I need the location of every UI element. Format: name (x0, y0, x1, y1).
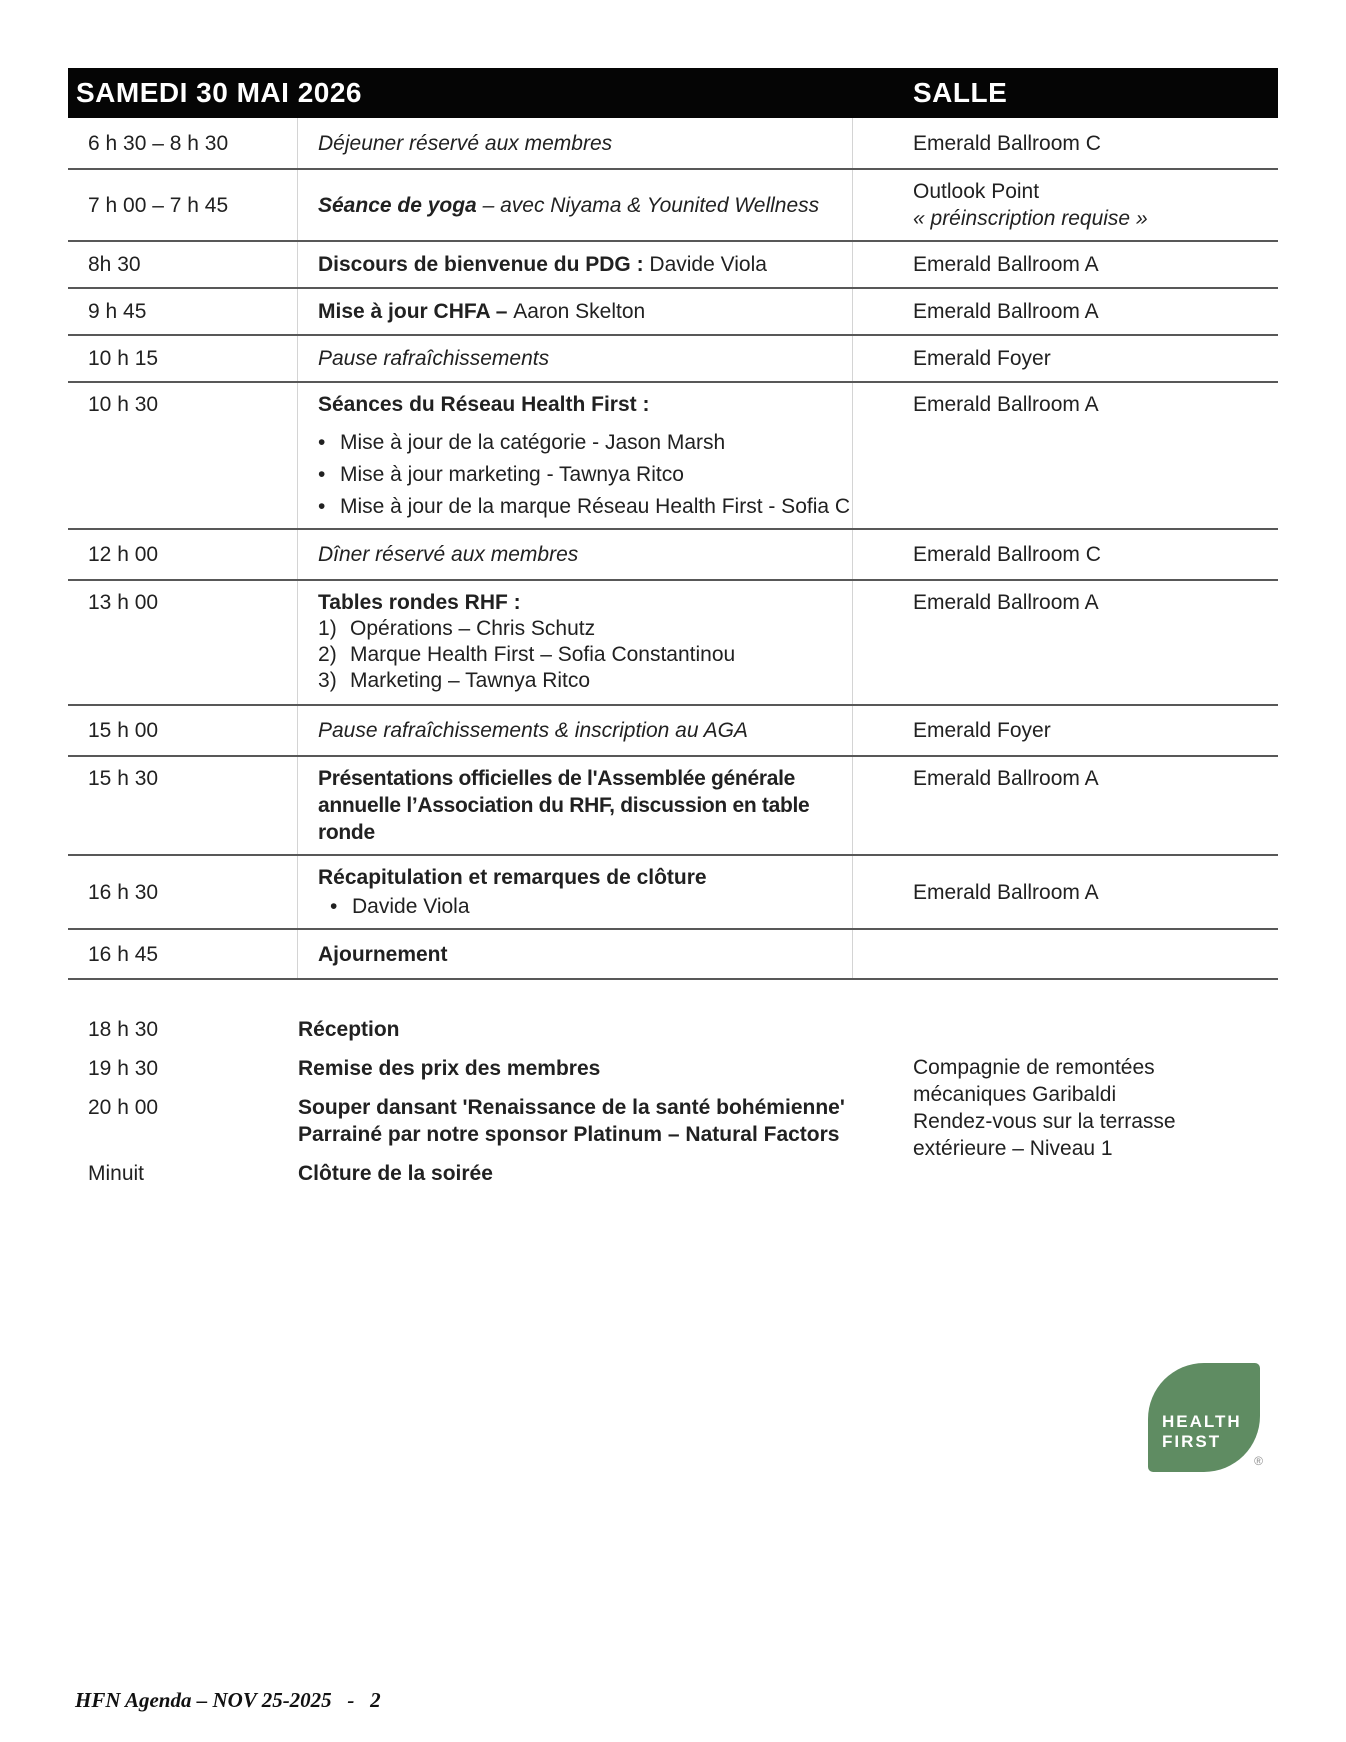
room-cell (853, 930, 1278, 978)
health-first-logo (1148, 1363, 1263, 1472)
room-cell: Emerald Ballroom C (913, 543, 1101, 566)
schedule-row-break-pm (68, 706, 1278, 757)
event-cell (298, 383, 853, 528)
event-cell (298, 289, 853, 334)
event-title: Discours de bienvenue du PDG : Davide Viola (318, 253, 767, 276)
time-cell: 6 h 30 – 8 h 30 (68, 118, 298, 168)
evening-row-close (68, 1160, 913, 1187)
room-line: Rendez-vous sur la terrasse (913, 1109, 1176, 1133)
room-note: « préinscription requise » (913, 207, 1148, 230)
room-cell: Emerald Ballroom A (913, 591, 1099, 614)
time-cell: 12 h 00 (68, 530, 298, 579)
event-title: Réception (298, 1018, 400, 1041)
time-cell: 19 h 30 (88, 1057, 159, 1080)
evening-row-reception (68, 1016, 913, 1043)
session-list (318, 424, 851, 520)
event-cell (298, 242, 853, 287)
schedule-row-recap (68, 856, 1278, 930)
list-item: Opérations – Chris Schutz (350, 617, 596, 640)
evening-items (68, 980, 913, 1223)
room-cell (913, 980, 1273, 1223)
room-column-header: SALLE (913, 77, 1008, 108)
room-cell (853, 170, 1278, 240)
event-cell (298, 530, 853, 579)
event-cell (298, 856, 853, 928)
evening-section (68, 980, 1278, 1223)
room-cell: Emerald Foyer (913, 719, 1051, 742)
room-line: extérieure – Niveau 1 (913, 1136, 1113, 1160)
time-cell: 8h 30 (68, 242, 298, 287)
event-cell (298, 757, 853, 854)
event-cell (298, 336, 853, 381)
schedule-row-chfa-update (68, 289, 1278, 336)
time-cell: 9 h 45 (68, 289, 298, 334)
logo-line: HEALTH (1162, 1412, 1242, 1431)
time-cell: 15 h 00 (68, 706, 298, 755)
schedule-row-ceo-welcome (68, 242, 1278, 289)
day-title: SAMEDI 30 MAI 2026 (76, 77, 362, 108)
schedule-row-yoga (68, 170, 1278, 242)
schedule-row-breakfast (68, 118, 1278, 170)
leaf-icon (1148, 1363, 1260, 1472)
evening-row-awards (68, 1055, 913, 1082)
room-line: Compagnie de remontées (913, 1055, 1155, 1079)
event-line: Souper dansant 'Renaissance de la santé bohémienne' (298, 1096, 845, 1119)
schedule-row-aga (68, 757, 1278, 856)
speaker-list (318, 893, 844, 920)
event-title: Tables rondes RHF : (318, 591, 521, 614)
schedule-row-lunch (68, 530, 1278, 581)
list-item: Marque Health First – Sofia Constantinou (350, 643, 736, 666)
time-cell: 7 h 00 – 7 h 45 (68, 170, 298, 240)
time-cell: 15 h 30 (68, 757, 298, 854)
list-item: • Mise à jour marketing - Tawnya Ritco (318, 461, 844, 488)
event-cell (298, 930, 853, 978)
table-header-bar (68, 68, 1278, 118)
schedule-row-adjournment (68, 930, 1278, 980)
event-title (298, 1094, 858, 1148)
room-name: Outlook Point (913, 180, 1040, 203)
page-footer: HFN Agenda – NOV 25-2025 - 2 (75, 1688, 381, 1712)
room-cell: Emerald Ballroom A (913, 393, 1099, 416)
event-title: Dîner réservé aux membres (318, 543, 579, 566)
time-cell: Minuit (88, 1162, 145, 1185)
list-item: • Mise à jour de la catégorie - Jason Marsh (318, 429, 844, 456)
sponsor-line: Parrainé par notre sponsor Platinum – Natural Factors (298, 1123, 840, 1146)
logo-wordmark (1162, 1412, 1242, 1452)
schedule-row-hfn-sessions (68, 383, 1278, 530)
room-cell: Emerald Ballroom A (913, 253, 1099, 276)
registered-trademark-mark: ® (1254, 1454, 1263, 1468)
event-title: Remise des prix des membres (298, 1057, 601, 1080)
evening-row-dinner-dance (68, 1094, 913, 1148)
room-cell: Emerald Ballroom A (913, 300, 1099, 323)
list-item: • Mise à jour de la marque Réseau Health First - Sofia C (318, 493, 844, 520)
room-cell: Emerald Ballroom C (913, 131, 1101, 155)
event-cell (298, 170, 853, 240)
event-title: Clôture de la soirée (298, 1162, 493, 1185)
event-cell (298, 118, 853, 168)
list-item: • Davide Viola (330, 893, 844, 920)
time-cell: 20 h 00 (88, 1096, 159, 1119)
time-cell: 18 h 30 (88, 1018, 159, 1041)
event-title: Récapitulation et remarques de clôture (318, 866, 707, 889)
event-title: Séance de yoga – avec Niyama & Younited Wellness (318, 193, 820, 217)
time-cell: 16 h 30 (68, 856, 298, 928)
event-title: Pause rafraîchissements (318, 347, 550, 370)
room-line: mécaniques Garibaldi (913, 1082, 1117, 1106)
time-cell: 16 h 45 (68, 930, 298, 978)
event-cell (298, 581, 853, 704)
schedule-row-roundtables (68, 581, 1278, 706)
schedule-row-break-am (68, 336, 1278, 383)
event-cell (298, 706, 853, 755)
agenda-table (68, 68, 1278, 1223)
room-cell: Emerald Ballroom A (913, 767, 1099, 790)
event-title: Pause rafraîchissements & inscription au AGA (318, 719, 748, 742)
room-cell: Emerald Foyer (913, 347, 1051, 370)
event-title: Déjeuner réservé aux membres (318, 131, 613, 155)
time-cell: 13 h 00 (68, 581, 298, 704)
roundtable-list (318, 616, 844, 694)
time-cell: 10 h 15 (68, 336, 298, 381)
logo-line: FIRST (1162, 1432, 1222, 1451)
event-title: Séances du Réseau Health First : (318, 393, 650, 416)
event-title: Présentations officielles de l'Assemblée générale annuelle l’Association du RHF, discussion en table ronde (318, 767, 810, 844)
list-item: Marketing – Tawnya Ritco (350, 669, 591, 692)
event-title: Mise à jour CHFA – Aaron Skelton (318, 300, 646, 323)
time-cell: 10 h 30 (68, 383, 298, 528)
event-title: Ajournement (318, 942, 448, 966)
room-cell: Emerald Ballroom A (913, 880, 1099, 904)
